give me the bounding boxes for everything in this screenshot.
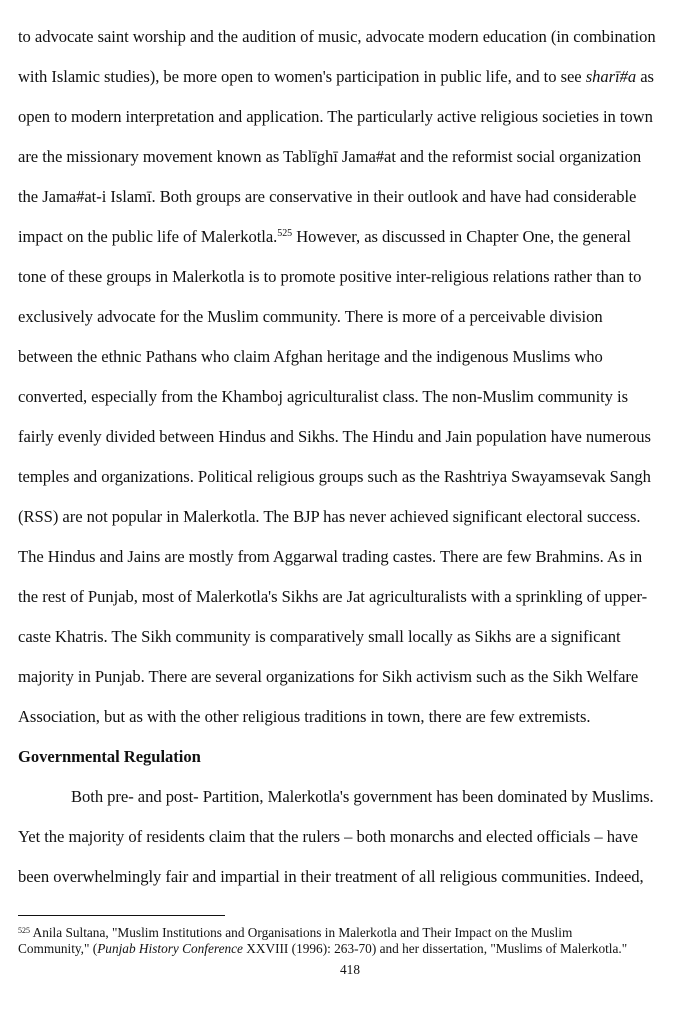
body-line: between the ethnic Pathans who claim Afghan heritage and the indigenous Muslims who: [18, 347, 603, 366]
body-line-text: with Islamic studies), be more open to women's participation in public life, and to see: [18, 67, 586, 86]
body-line: exclusively advocate for the Muslim community. There is more of a perceivable division: [18, 307, 603, 326]
body-line: [18, 227, 631, 247]
body-line: fairly evenly divided between Hindus and Sikhs. The Hindu and Jain population have numerous: [18, 427, 651, 446]
body-line: the rest of Punjab, most of Malerkotla's Sikhs are Jat agriculturalists with a sprinkling of upper-: [18, 587, 648, 606]
body-line: majority in Punjab. There are several organizations for Sikh activism such as the Sikh Welfare: [18, 667, 639, 686]
footnote-line: [18, 925, 572, 941]
footnote-text: Anila Sultana, "Muslim Institutions and Organisations in Malerkotla and Their Impact on the Muslim: [30, 925, 573, 940]
body-line: Yet the majority of residents claim that the rulers – both monarchs and elected officials – have: [18, 827, 638, 846]
body-line-text: impact on the public life of Malerkotla.: [18, 227, 278, 246]
body-line: The Hindus and Jains are mostly from Aggarwal trading castes. There are few Brahmins. As in: [18, 547, 643, 566]
body-line: converted, especially from the Khamboj agriculturalist class. The non-Muslim community is: [18, 387, 628, 406]
body-line: temples and organizations. Political religious groups such as the Rashtriya Swayamsevak Sangh: [18, 467, 651, 486]
body-line: are the missionary movement known as Tablīghī Jama#at and the reformist social organization: [18, 147, 642, 166]
body-line-text: However, as discussed in Chapter One, the general: [292, 227, 631, 246]
footnote-line: [18, 941, 627, 957]
body-line: Both pre- and post- Partition, Malerkotla's government has been dominated by Muslims.: [71, 787, 654, 806]
footnote-text: XXVIII (1996): 263-70) and her dissertation, "Muslims of Malerkotla.": [242, 941, 628, 956]
body-line: been overwhelmingly fair and impartial in their treatment of all religious communities. Indeed,: [18, 867, 644, 886]
body-line: to advocate saint worship and the audition of music, advocate modern education (in combination: [18, 27, 656, 46]
italic-term: sharī#a: [585, 67, 637, 86]
body-line-text: as: [636, 67, 654, 86]
footnote-separator: [18, 915, 225, 916]
body-line: tone of these groups in Malerkotla is to promote positive inter-religious relations rather than to: [18, 267, 642, 286]
section-heading: Governmental Regulation: [18, 747, 201, 766]
footnote-number: 525: [18, 926, 30, 935]
body-line: (RSS) are not popular in Malerkotla. The BJP has never achieved significant electoral success.: [18, 507, 641, 526]
footnote-italic-title: Punjab History Conference: [97, 941, 243, 956]
footnote-reference[interactable]: 525: [277, 228, 293, 239]
body-line: caste Khatris. The Sikh community is comparatively small locally as Sikhs are a significant: [18, 627, 621, 646]
body-line: [18, 67, 654, 87]
body-line: Association, but as with the other religious traditions in town, there are few extremists.: [18, 707, 591, 726]
page-number: 418: [340, 962, 360, 977]
body-line: the Jama#at-i Islamī. Both groups are conservative in their outlook and have had considerable: [18, 187, 637, 206]
footnote-text: Community," (: [18, 941, 98, 956]
body-line: open to modern interpretation and application. The particularly active religious societies in town: [18, 107, 653, 126]
